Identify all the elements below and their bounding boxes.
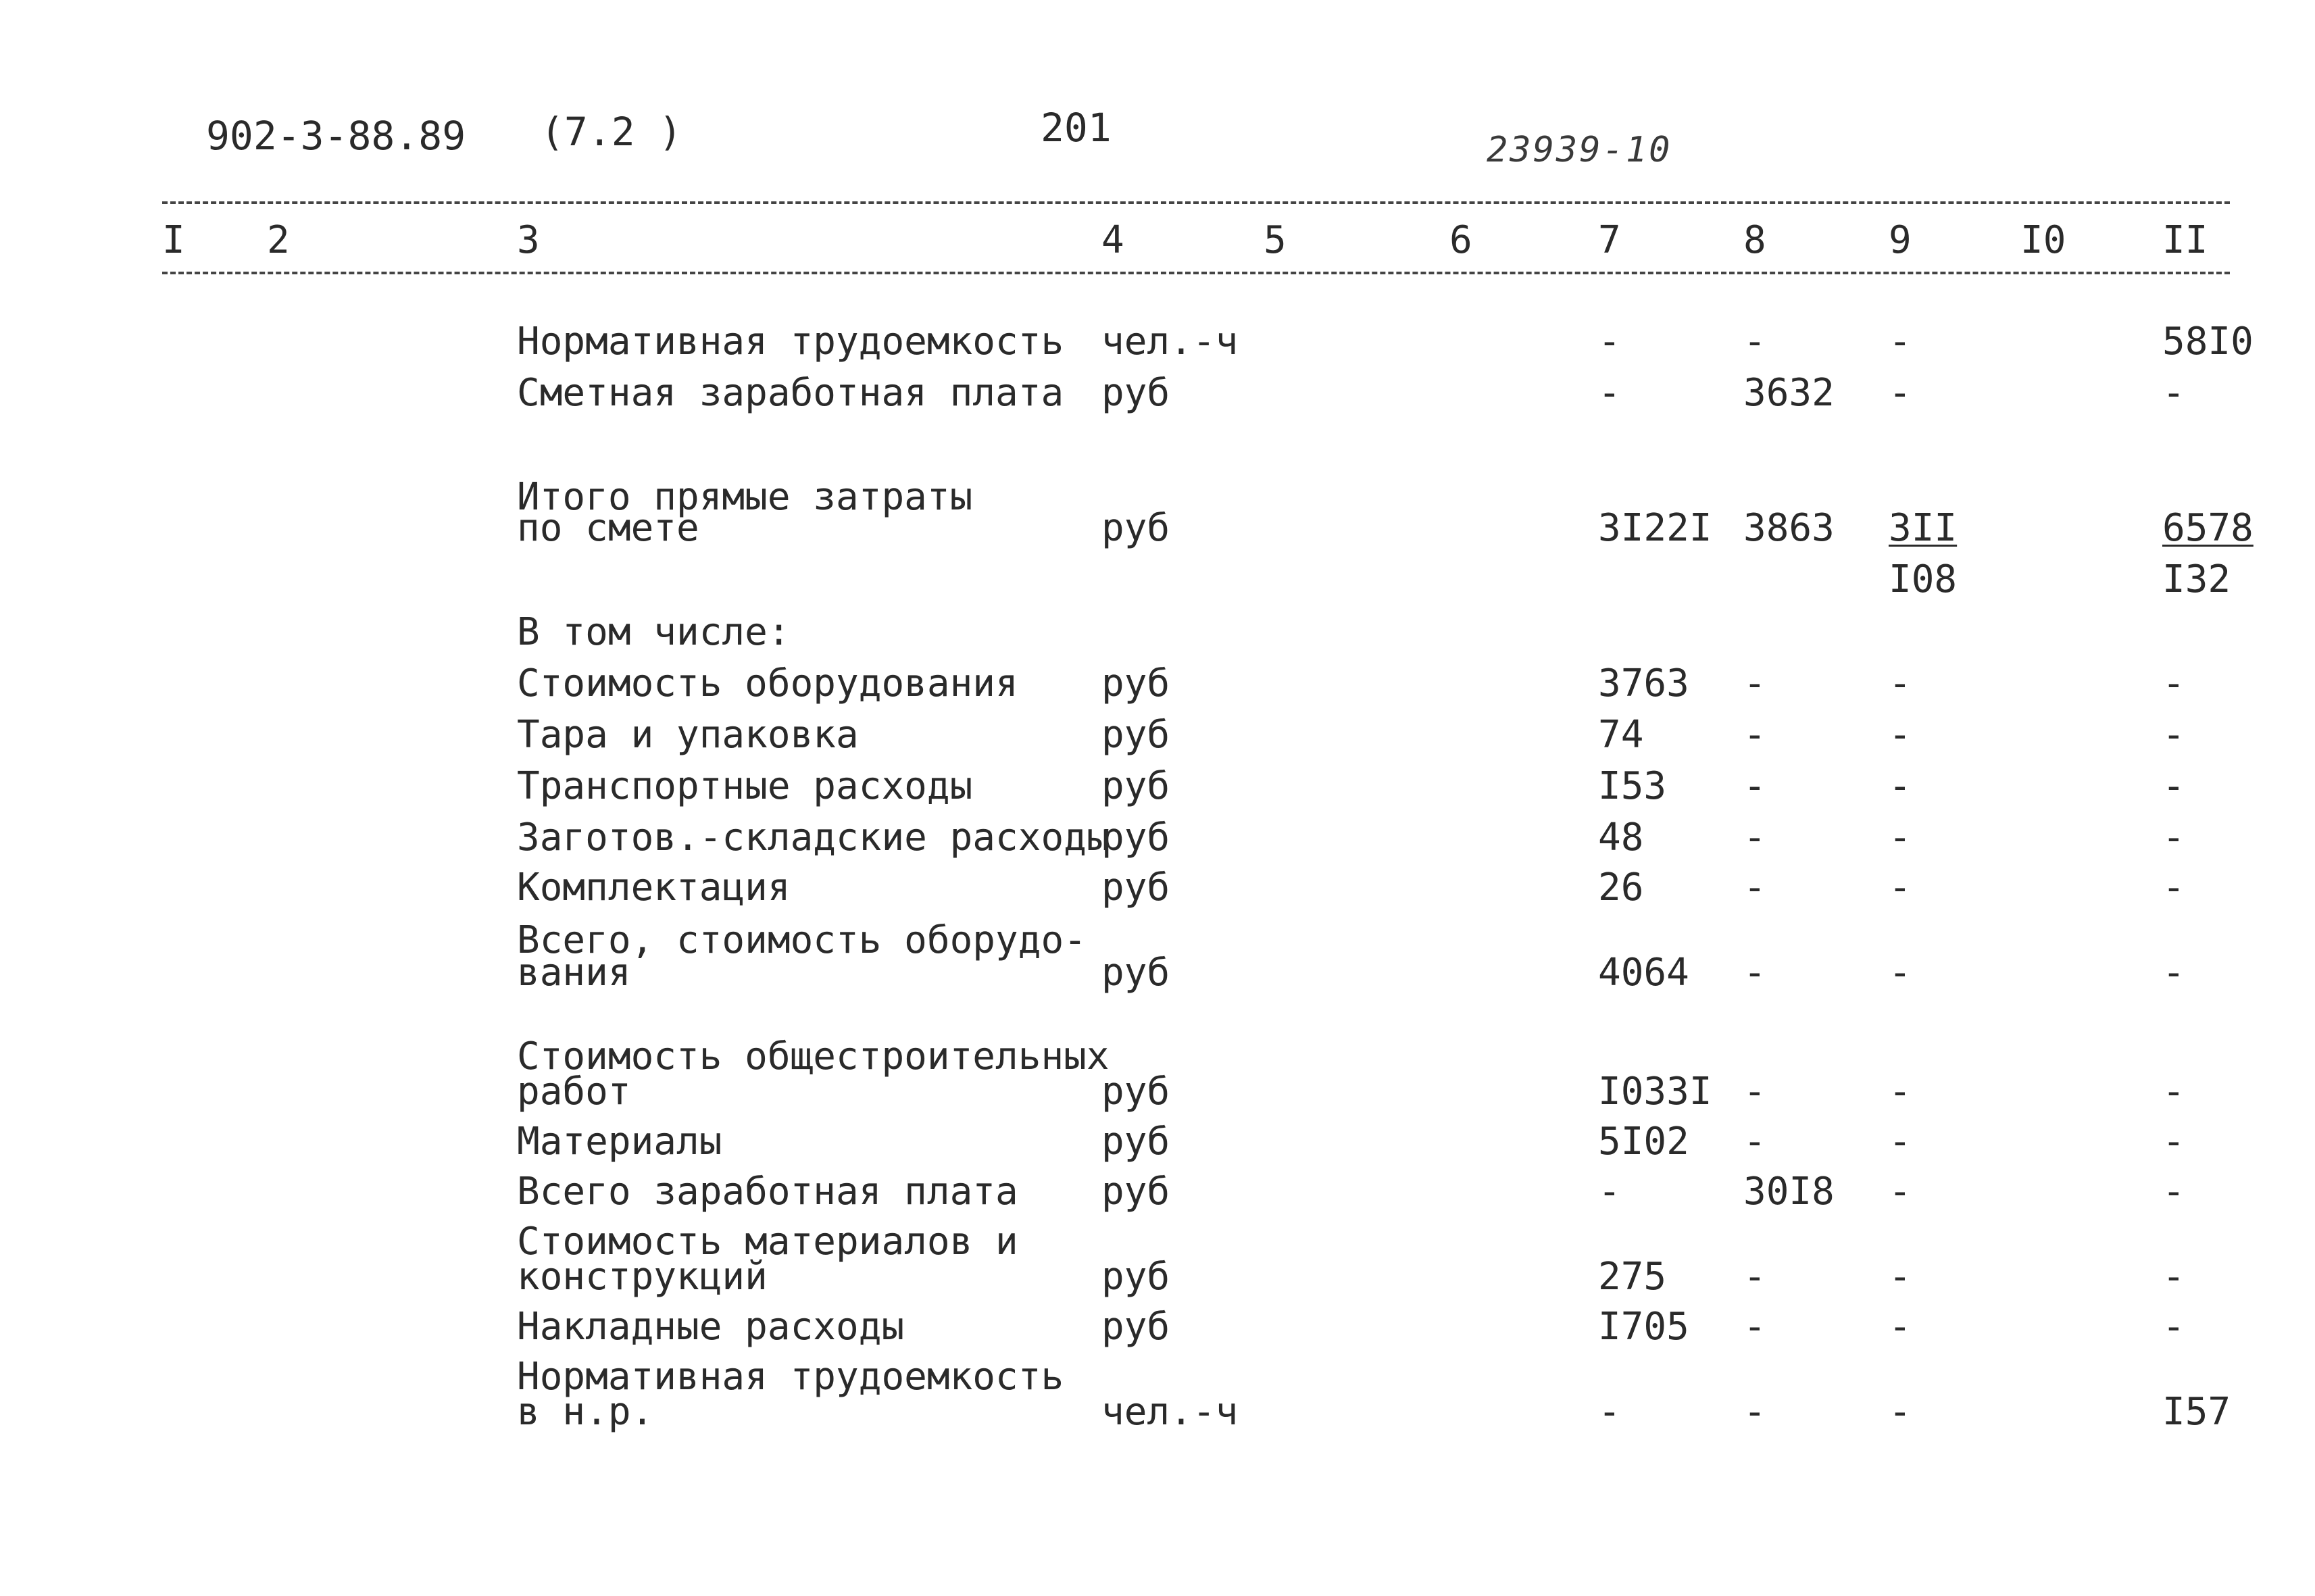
col7-cell: - (1598, 371, 1621, 415)
col7-cell: 26 (1598, 866, 1644, 909)
col8-cell: - (1743, 320, 1766, 364)
col7-cell: 4064 (1598, 951, 1689, 995)
row-label: Стоимость общестроительных (517, 1034, 1110, 1078)
row-label: Стоимость оборудования (517, 662, 1018, 705)
col7-cell: 275 (1598, 1255, 1667, 1299)
row-label: Сметная заработная плата (517, 371, 1064, 415)
column-number: 2 (267, 218, 290, 262)
col8-cell: - (1743, 866, 1766, 909)
unit-cell: руб (1101, 1305, 1170, 1349)
col8-cell: 30I8 (1743, 1170, 1835, 1214)
column-number: 5 (1264, 218, 1287, 262)
row-label-cont: в н.р. (517, 1390, 654, 1434)
header-bottom-rule (162, 272, 2230, 274)
col8-cell: 3632 (1743, 371, 1835, 415)
col9-cell: - (1889, 1305, 1912, 1349)
unit-cell: руб (1101, 371, 1170, 415)
col8-cell: - (1743, 951, 1766, 995)
col8-cell: - (1743, 662, 1766, 705)
col8-cell: 3863 (1743, 506, 1835, 550)
col11-numerator: 6578 (2162, 506, 2254, 550)
row-label: Материалы (517, 1120, 722, 1164)
unit-cell: руб (1101, 816, 1170, 859)
col11-cell: - (2162, 1120, 2185, 1164)
row-label: Всего заработная плата (517, 1170, 1018, 1214)
row-label: Нормативная трудоемкость (517, 1355, 1064, 1399)
column-number: I0 (2020, 218, 2066, 262)
col8-cell: - (1743, 1255, 1766, 1299)
column-number: II (2162, 218, 2208, 262)
col7-cell: 48 (1598, 816, 1644, 859)
row-label-cont: конструкций (517, 1255, 768, 1299)
col9-cell: - (1889, 764, 1912, 808)
sheet-reference: 23939-10 (1487, 130, 1672, 170)
row-label-cont: вания (517, 951, 631, 995)
column-number: 7 (1598, 218, 1621, 262)
col8-cell: - (1743, 1305, 1766, 1349)
col7-cell: I033I (1598, 1070, 1712, 1114)
row-label: Всего, стоимость оборудо- (517, 918, 1087, 962)
unit-cell: руб (1101, 1120, 1170, 1164)
row-label: Транспортные расходы (517, 764, 973, 808)
col9-cell: - (1889, 1170, 1912, 1214)
volume-number: (7.2 ) (541, 109, 682, 155)
col11-cell: - (2162, 1070, 2185, 1114)
col8-cell: - (1743, 764, 1766, 808)
unit-cell: руб (1101, 662, 1170, 705)
header-top-rule (162, 201, 2230, 204)
col11-cell: - (2162, 866, 2185, 909)
col8-cell: - (1743, 1390, 1766, 1434)
row-label: Комплектация (517, 866, 791, 909)
col8-cell: - (1743, 1070, 1766, 1114)
col7-cell: 3I22I (1598, 506, 1712, 550)
col11-cell: - (2162, 1305, 2185, 1349)
col9-cell: - (1889, 1070, 1912, 1114)
column-number: 4 (1101, 218, 1124, 262)
col9-cell: - (1889, 1390, 1912, 1434)
col7-cell: - (1598, 1390, 1621, 1434)
unit-cell: руб (1101, 764, 1170, 808)
col7-cell: 74 (1598, 713, 1644, 757)
col7-cell: 3763 (1598, 662, 1689, 705)
unit-cell: руб (1101, 1255, 1170, 1299)
col7-cell: - (1598, 320, 1621, 364)
col9-cell: - (1889, 1255, 1912, 1299)
unit-cell: руб (1101, 713, 1170, 757)
col7-cell: - (1598, 1170, 1621, 1214)
unit-cell: руб (1101, 506, 1170, 550)
col9-cell: - (1889, 866, 1912, 909)
col7-cell: 5I02 (1598, 1120, 1689, 1164)
col11-denominator: I32 (2162, 557, 2231, 601)
column-number: 8 (1743, 218, 1766, 262)
row-label: Стоимость материалов и (517, 1220, 1018, 1264)
page-number: 201 (1041, 105, 1112, 151)
col9-denominator: I08 (1889, 557, 1958, 601)
col8-cell: - (1743, 816, 1766, 859)
col9-numerator: 3II (1889, 506, 1958, 550)
col11-cell: I57 (2162, 1390, 2231, 1434)
col11-cell: - (2162, 1170, 2185, 1214)
col9-cell: - (1889, 662, 1912, 705)
col11-cell: - (2162, 951, 2185, 995)
row-label: Итого прямые затраты (517, 475, 973, 519)
col11-cell: - (2162, 713, 2185, 757)
row-label: Заготов.-складские расходы (517, 816, 1110, 859)
row-label: Накладные расходы (517, 1305, 905, 1349)
row-label-cont: работ (517, 1070, 631, 1114)
col11-cell: - (2162, 662, 2185, 705)
unit-cell: руб (1101, 1070, 1170, 1114)
col9-cell: - (1889, 371, 1912, 415)
col9-cell: - (1889, 1120, 1912, 1164)
col9-cell: - (1889, 713, 1912, 757)
col11-cell: - (2162, 371, 2185, 415)
column-number: 9 (1889, 218, 1912, 262)
col11-cell: - (2162, 816, 2185, 859)
col8-cell: - (1743, 713, 1766, 757)
section-label: В том числе: (517, 610, 791, 654)
unit-cell: чел.-ч (1101, 1390, 1239, 1434)
row-label-cont: по смете (517, 506, 699, 550)
col7-cell: I705 (1598, 1305, 1689, 1349)
unit-cell: руб (1101, 1170, 1170, 1214)
col11-cell: - (2162, 1255, 2185, 1299)
col11-cell: 58I0 (2162, 320, 2254, 364)
col7-cell: I53 (1598, 764, 1667, 808)
column-number: I (162, 218, 185, 262)
col9-cell: - (1889, 951, 1912, 995)
col9-cell: - (1889, 320, 1912, 364)
unit-cell: руб (1101, 866, 1170, 909)
row-label: Тара и упаковка (517, 713, 859, 757)
column-number: 3 (517, 218, 540, 262)
row-label: Нормативная трудоемкость (517, 320, 1064, 364)
document-code: 902-3-88.89 (206, 113, 466, 159)
col8-cell: - (1743, 1120, 1766, 1164)
unit-cell: руб (1101, 951, 1170, 995)
col9-cell: - (1889, 816, 1912, 859)
col11-cell: - (2162, 764, 2185, 808)
unit-cell: чел.-ч (1101, 320, 1239, 364)
column-number: 6 (1449, 218, 1472, 262)
